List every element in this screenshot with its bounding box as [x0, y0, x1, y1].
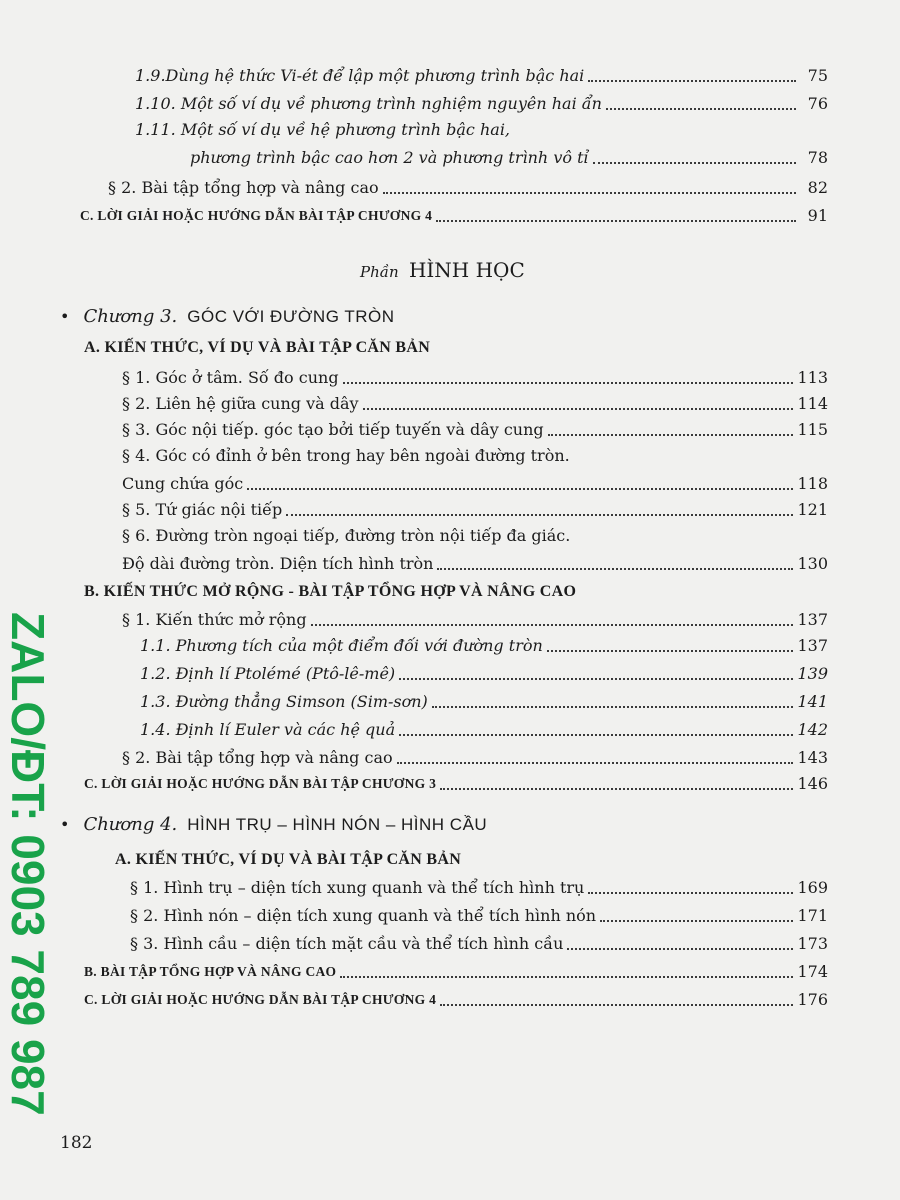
leader-dots — [343, 381, 794, 384]
part-word: Phần — [360, 263, 399, 281]
leader-dots — [432, 705, 794, 708]
leader-dots — [440, 1003, 793, 1006]
entry-title: Hình cầu – diện tích mặt cầu và thể tích hình cầu — [163, 934, 564, 953]
entry-page: 173 — [797, 934, 828, 953]
leader-dots — [548, 433, 794, 436]
toc-entry — [130, 870, 828, 898]
entry-page: 142 — [797, 720, 828, 739]
leader-dots — [286, 513, 793, 516]
entry-title: Phương tích của một điểm đối với đường tròn — [175, 636, 543, 655]
entry-title: Liên hệ giữa cung và dây — [155, 394, 359, 413]
toc-entry — [130, 926, 828, 954]
entry-number: 1.11. — [135, 120, 176, 139]
entry-number: 1.4. — [140, 720, 171, 739]
entry-number: 1.2. — [140, 664, 171, 683]
leader-dots — [397, 761, 794, 764]
leader-dots — [606, 107, 796, 110]
entry-page: 115 — [797, 420, 828, 439]
entry-page: 75 — [807, 66, 828, 85]
entry-title: Đường thẳng Simson (Sim-sơn) — [175, 692, 428, 711]
entry-number: 1.10. — [135, 94, 176, 113]
toc-entry — [122, 492, 828, 520]
entry-title: Đường tròn ngoại tiếp, đường tròn nội tiếp đa giác. — [155, 526, 571, 545]
leader-dots — [363, 407, 794, 410]
toc-entry — [80, 198, 828, 226]
leader-dots — [588, 79, 796, 82]
section-number: § 5. — [122, 500, 151, 519]
entry-page: 146 — [797, 774, 828, 793]
leader-dots — [567, 947, 793, 950]
section-number: § 1. — [122, 610, 151, 629]
subsection-heading: A. KIẾN THỨC, VÍ DỤ VÀ BÀI TẬP CĂN BẢN — [115, 851, 462, 868]
entry-title: C. LỜI GIẢI HOẶC HƯỚNG DẪN BÀI TẬP CHƯƠNG 3 — [84, 776, 437, 791]
entry-title: Một số ví dụ về phương trình nghiệm nguyên hai ẩn — [180, 94, 602, 113]
entry-title: Kiến thức mở rộng — [155, 610, 307, 629]
entry-title: Bài tập tổng hợp và nâng cao — [141, 178, 379, 197]
leader-dots — [593, 161, 796, 164]
entry-title: Định lí Euler và các hệ quả — [175, 720, 396, 739]
toc-entry-line1 — [135, 120, 510, 140]
toc-entry — [140, 656, 828, 684]
leader-dots — [247, 487, 793, 490]
entry-title: Tứ giác nội tiếp — [155, 500, 283, 519]
toc-entry — [122, 602, 828, 630]
part-title: HÌNH HỌC — [408, 258, 525, 282]
section-number: § 6. — [122, 526, 151, 545]
toc-entry — [122, 412, 828, 440]
chapter-heading — [60, 306, 395, 327]
toc-entry — [84, 766, 828, 794]
leader-dots — [399, 733, 793, 736]
entry-title-cont: Độ dài đường tròn. Diện tích hình tròn — [122, 554, 434, 573]
entry-title-cont: Cung chứa góc — [122, 474, 244, 493]
entry-title: C. LỜI GIẢI HOẶC HƯỚNG DẪN BÀI TẬP CHƯƠNG 4 — [84, 992, 437, 1007]
toc-entry — [140, 628, 828, 656]
subsection-heading: B. KIẾN THỨC MỞ RỘNG - BÀI TẬP TỔNG HỢP VÀ NÂNG CAO — [84, 583, 577, 600]
section-number: § 1. — [122, 368, 151, 387]
section-number: § 2. — [108, 178, 137, 197]
entry-title: Một số ví dụ về hệ phương trình bậc hai, — [180, 120, 511, 139]
entry-number: 1.9. — [135, 66, 166, 85]
chapter-number: Chương 4. — [83, 814, 178, 835]
toc-entry — [135, 86, 828, 114]
chapter-heading — [60, 814, 487, 835]
toc-entry — [122, 740, 828, 768]
leader-dots — [383, 191, 796, 194]
entry-page: 121 — [797, 500, 828, 519]
entry-number: 1.1. — [140, 636, 171, 655]
toc-entry — [122, 360, 828, 388]
toc-entry — [130, 898, 828, 926]
bullet-icon: • — [60, 307, 70, 326]
leader-dots — [600, 919, 793, 922]
toc-entry — [122, 546, 828, 574]
section-number: § 2. — [122, 394, 151, 413]
toc-entry-line1 — [122, 446, 570, 466]
entry-page: 78 — [807, 148, 828, 167]
toc-entry — [84, 982, 828, 1010]
leader-dots — [311, 623, 794, 626]
entry-page: 176 — [797, 990, 828, 1009]
leader-dots — [547, 649, 794, 652]
entry-page: 171 — [797, 906, 828, 925]
toc-entry — [122, 466, 828, 494]
toc-entry — [135, 58, 828, 86]
entry-page: 91 — [807, 206, 828, 225]
entry-page: 137 — [797, 636, 828, 655]
entry-page: 114 — [797, 394, 828, 413]
subsection-heading: A. KIẾN THỨC, VÍ DỤ VÀ BÀI TẬP CĂN BẢN — [84, 339, 431, 356]
chapter-title: GÓC VỚI ĐƯỜNG TRÒN — [187, 306, 395, 326]
entry-page: 113 — [797, 368, 828, 387]
page-number: 182 — [60, 1133, 93, 1153]
toc-entry — [84, 954, 828, 982]
leader-dots — [437, 567, 793, 570]
toc-entry — [122, 386, 828, 414]
bullet-icon: • — [60, 815, 70, 834]
entry-title: B. BÀI TẬP TỔNG HỢP VÀ NÂNG CAO — [84, 964, 337, 979]
entry-page: 169 — [797, 878, 828, 897]
entry-title: Góc ở tâm. Số đo cung — [155, 368, 339, 387]
contact-watermark — [0, 600, 58, 1200]
toc-entry — [140, 712, 828, 740]
leader-dots — [440, 787, 793, 790]
entry-page: 137 — [797, 610, 828, 629]
entry-number: 1.3. — [140, 692, 171, 711]
entry-title: Góc nội tiếp. góc tạo bởi tiếp tuyến và dây cung — [155, 420, 544, 439]
toc-entry — [190, 140, 828, 168]
leader-dots — [340, 975, 793, 978]
section-number: § 2. — [122, 748, 151, 767]
entry-page: 130 — [797, 554, 828, 573]
section-number: § 2. — [130, 906, 159, 925]
entry-page: 76 — [807, 94, 828, 113]
entry-page: 118 — [797, 474, 828, 493]
section-number: § 3. — [122, 420, 151, 439]
entry-page: 82 — [807, 178, 828, 197]
entry-page: 143 — [797, 748, 828, 767]
entry-title: Hình nón – diện tích xung quanh và thể tích hình nón — [163, 906, 597, 925]
watermark-text: ZALO/ĐT: 0903 789 987 — [2, 612, 54, 1116]
entry-title: Định lí Ptolémé (Ptô-lê-mê) — [175, 664, 396, 683]
leader-dots — [436, 219, 796, 222]
chapter-title: HÌNH TRỤ – HÌNH NÓN – HÌNH CẦU — [187, 814, 488, 834]
entry-title: Bài tập tổng hợp và nâng cao — [155, 748, 393, 767]
entry-title: Góc có đỉnh ở bên trong hay bên ngoài đường tròn. — [155, 446, 570, 465]
toc-entry — [108, 170, 828, 198]
entry-title: Dùng hệ thức Vi-ét để lập một phương trình bậc hai — [165, 66, 585, 85]
leader-dots — [588, 891, 793, 894]
entry-title: C. LỜI GIẢI HOẶC HƯỚNG DẪN BÀI TẬP CHƯƠNG 4 — [80, 208, 433, 223]
entry-page: 174 — [797, 962, 828, 981]
entry-page: 141 — [797, 692, 828, 711]
section-number: § 4. — [122, 446, 151, 465]
part-heading — [360, 258, 525, 282]
entry-title: Hình trụ – diện tích xung quanh và thể tích hình trụ — [163, 878, 585, 897]
toc-entry-line1 — [122, 526, 570, 546]
section-number: § 3. — [130, 934, 159, 953]
entry-page: 139 — [797, 664, 828, 683]
chapter-number: Chương 3. — [83, 306, 178, 327]
entry-title-cont: phương trình bậc cao hơn 2 và phương trình vô tỉ — [190, 148, 589, 167]
toc-entry — [140, 684, 828, 712]
section-number: § 1. — [130, 878, 159, 897]
leader-dots — [399, 677, 793, 680]
